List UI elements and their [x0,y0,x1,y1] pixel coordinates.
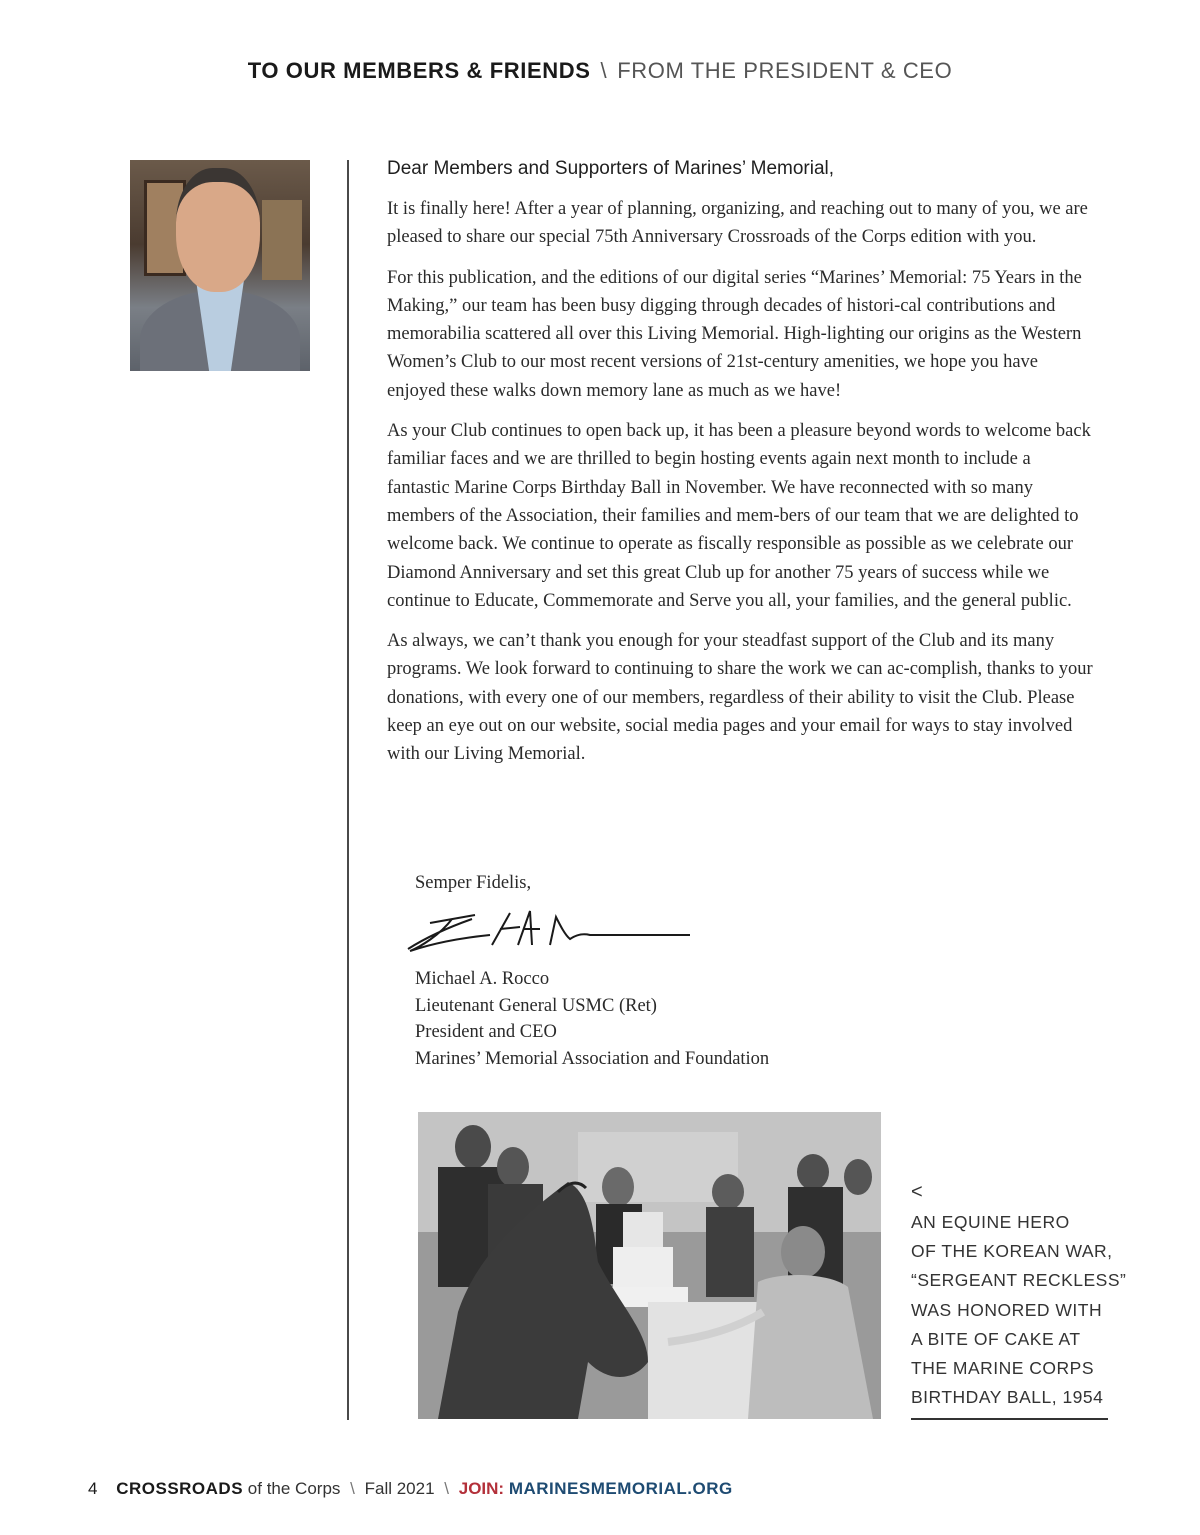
header-separator: \ [600,58,608,83]
join-label: JOIN: [458,1479,505,1498]
letter-greeting: Dear Members and Supporters of Marines’ Memorial, [387,158,835,179]
footer-separator: \ [444,1479,450,1498]
header-subtitle: FROM THE PRESIDENT & CEO [617,58,953,83]
photo-caption [911,1180,1141,1412]
portrait-face [176,168,260,292]
caption-underline [911,1418,1108,1420]
signer-rank: Lieutenant General USMC (Ret) [415,995,657,1016]
website-link[interactable]: MARINESMEMORIAL.ORG [508,1479,733,1498]
page-footer [88,1479,733,1499]
footer-separator: \ [350,1479,355,1498]
caption-arrow-icon: < [911,1181,923,1203]
signer-title: President and CEO [415,1022,557,1042]
header-title: TO OUR MEMBERS & FRIENDS [247,58,591,83]
page-number: 4 [88,1479,98,1498]
publication-name: CROSSROADS [116,1479,244,1498]
letter-paragraph: As always, we can’t thank you enough for your steadfast support of the Club and its many programs. We look forward to continuing to share the work we can ac-complish, thanks to your donations, with every one of our members, regardless of their ability to visit the Club. Please keep an eye out on our website, social media pages and your email for ways to stay involved with our Living Memorial. [387,631,1093,765]
letter-closing: Semper Fidelis, [415,873,532,893]
signature-block [415,966,769,1072]
signer-name: Michael A. Rocco [415,969,550,989]
letter-body [387,155,1097,781]
signature [400,905,700,965]
historic-photo [418,1112,881,1419]
letter-paragraph: As your Club continues to open back up, it has been a pleasure beyond words to welcome back familiar faces and we are thrilled to begin hosting events again next month to include a fantastic Marine Corps Birthday Ball in November. We have reconnected with so many members of the Association, their families and mem-bers of our team that we are delighted to welcome back. We continue to operate as fiscally responsible as possible as we celebrate our Diamond Anniversary and set this great Club up for another 75 years of success while we continue to Educate, Commemorate and Serve you all, your families, and the general public. [387,421,1091,611]
page-header [0,58,1200,84]
caption-text: AN EQUINE HERO OF THE KOREAN WAR, “SERGEANT RECKLESS” WAS HONORED WITH A BITE OF CAKE AT THE MARINE CORPS BIRTHDAY BALL, 1954 [911,1212,1127,1408]
vertical-divider [347,160,349,1420]
letter-paragraph: For this publication, and the editions of our digital series “Marines’ Memorial: 75 Years in the Making,” our team has been busy digging through decades of histori-cal contributions and memorabilia scattered all over this Living Memorial. High-lighting our origins as the Western Women’s Club to our most recent versions of 21st-century amenities, we hope you have enjoyed these walks down memory lane as much as we have! [387,267,1082,401]
historic-photo-illustration [418,1112,881,1419]
publication-suffix: of the Corps [247,1479,341,1498]
letter-paragraph: It is finally here! After a year of planning, organizing, and reaching out to many of you, we are pleased to share our special 75th Anniversary Crossroads of the Corps edition with you. [387,199,1088,248]
portrait-background-bookshelf [262,200,302,280]
signer-organization: Marines’ Memorial Association and Foundation [415,1048,770,1069]
ceo-portrait [130,160,310,371]
issue-label: Fall 2021 [364,1479,435,1498]
